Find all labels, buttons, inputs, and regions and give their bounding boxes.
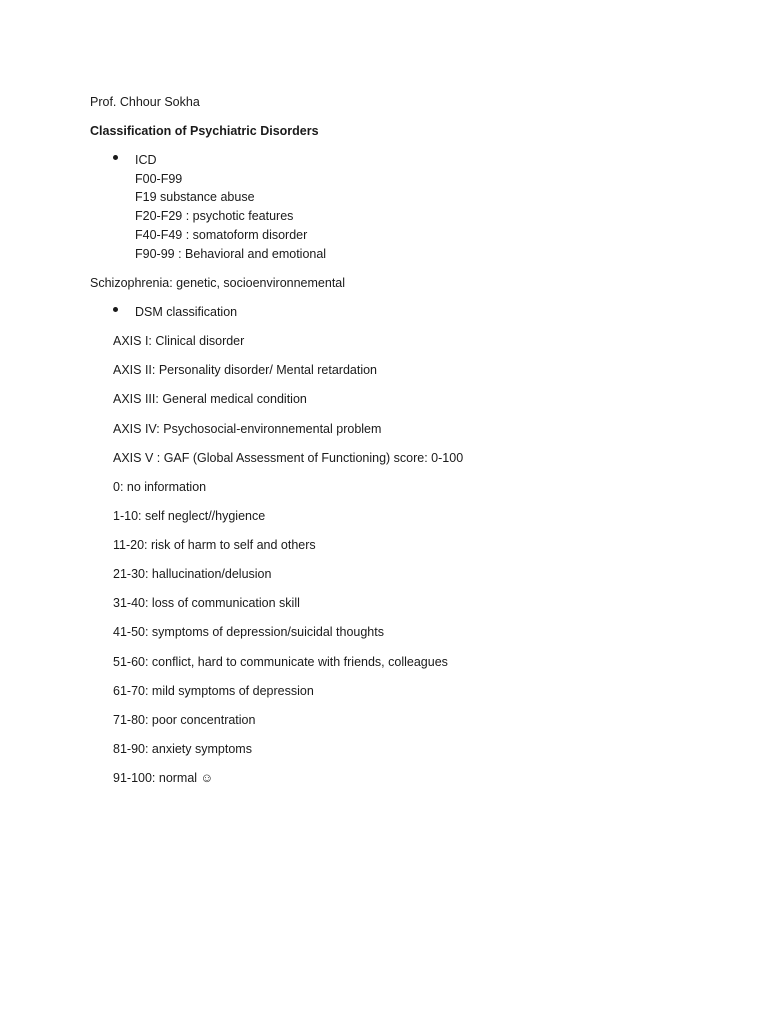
gaf-item: 1-10: self neglect//hygience [113,509,266,523]
icd-line: F19 substance abuse [135,190,255,204]
icd-line: F00-F99 [135,172,183,186]
icd-line: F20-F29 : psychotic features [135,209,294,223]
axis-line: AXIS II: Personality disorder/ Mental retardation [113,363,378,377]
gaf-item: 61-70: mild symptoms of depression [113,684,314,698]
gaf-item: 11-20: risk of harm to self and others [113,538,316,552]
gaf-item: 21-30: hallucination/delusion [113,567,272,581]
axis-line: AXIS IV: Psychosocial-environnemental problem [113,422,382,436]
document-title: Classification of Psychiatric Disorders [90,124,319,138]
icd-line: F90-99 : Behavioral and emotional [135,247,327,261]
bullet-icon [113,307,118,312]
dsm-label: DSM classification [135,305,238,319]
gaf-item: 81-90: anxiety symptoms [113,742,252,756]
icd-label: ICD [135,153,157,167]
gaf-item: 91-100: normal ☺ [113,771,214,785]
gaf-item: 31-40: loss of communication skill [113,596,300,610]
schizophrenia-line: Schizophrenia: genetic, socioenvironnemental [90,276,346,290]
gaf-item: 51-60: conflict, hard to communicate with friends, colleagues [113,655,448,669]
axis-line: AXIS I: Clinical disorder [113,334,245,348]
axis-line: AXIS III: General medical condition [113,392,307,406]
author-line: Prof. Chhour Sokha [90,95,200,109]
axis-line: AXIS V : GAF (Global Assessment of Functioning) score: 0-100 [113,451,464,465]
icd-line: F40-F49 : somatoform disorder [135,228,308,242]
gaf-item: 41-50: symptoms of depression/suicidal thoughts [113,625,384,639]
gaf-item: 71-80: poor concentration [113,713,256,727]
gaf-item: 0: no information [113,480,207,494]
bullet-icon [113,155,118,160]
